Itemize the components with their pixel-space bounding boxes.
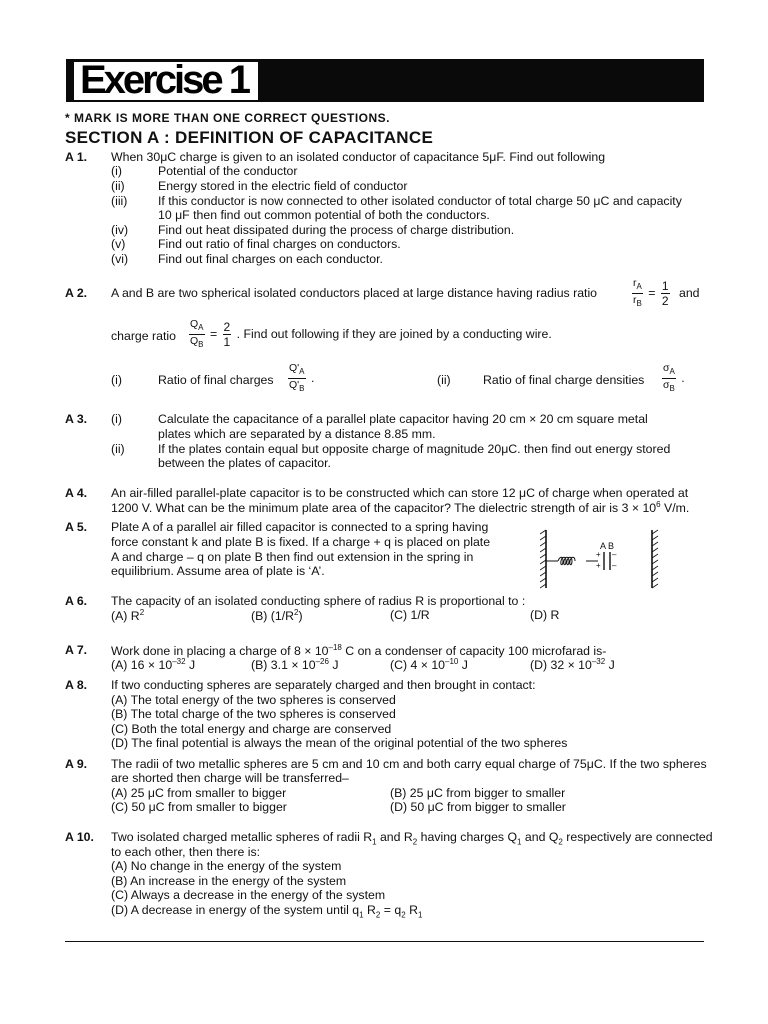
question-text: charge ratio xyxy=(111,329,176,343)
item-number: (ii) xyxy=(111,442,125,456)
item-number: (ii) xyxy=(111,179,125,193)
svg-text:–: – xyxy=(612,561,617,570)
option-b: (B) An increase in the energy of the system xyxy=(111,874,347,888)
option-c: (C) Both the total energy and charge are conserved xyxy=(111,722,392,736)
item-number: (vi) xyxy=(111,252,129,266)
option-a: (A) 25 μC from smaller to bigger xyxy=(111,786,287,800)
fraction: $\frac{\sigma_A}{\sigma_B}$ xyxy=(663,362,675,394)
option-d: (D) The final potential is always the mean of the original potential of the two spheres xyxy=(111,736,568,750)
question-number: A 2. xyxy=(65,286,88,300)
option-c: (C) 50 μC from smaller to bigger xyxy=(111,800,287,814)
item-text: If the plates contain equal but opposite charge of magnitude 20μC. then find out energy stored xyxy=(158,442,671,456)
option-c: (C) $4 \times 10^{-10}$ J xyxy=(390,657,468,673)
question-text: 1200 V. What can be the minimum plate area of the capacitor? The dielectric strength of air is $3 \times 10^6$ V/m. xyxy=(111,500,690,516)
item-text: Ratio of final charges xyxy=(158,373,274,387)
question-number: A 7. xyxy=(65,643,88,657)
svg-text:+: + xyxy=(596,561,601,570)
footer-divider xyxy=(65,941,704,942)
item-text: between the plates of capacitor. xyxy=(158,456,331,470)
question-text: force constant k and plate B is fixed. If a charge + q is placed on plate xyxy=(111,535,491,549)
item-number: (i) xyxy=(111,412,122,426)
fraction: $\frac{Q'_A}{Q'_B}$ xyxy=(289,362,305,394)
final-charge-ratio: $\frac{Q'_A}{Q'_B}$ . xyxy=(289,362,315,394)
note: * MARK IS MORE THAN ONE CORRECT QUESTIONS. xyxy=(65,111,391,125)
question-text: to each other, then there is: xyxy=(111,845,261,859)
section-title: SECTION A : DEFINITION OF CAPACITANCE xyxy=(65,128,434,147)
option-b: (B) $(1/R^2)$ xyxy=(251,608,303,624)
item-number: (v) xyxy=(111,237,126,251)
item-text: Energy stored in the electric field of conductor xyxy=(158,179,408,193)
plate-label-b: B xyxy=(608,541,615,551)
question-text: equilibrium. Assume area of plate is ‘A’. xyxy=(111,564,325,578)
item-text: 10 μF then find out common potential of both the conductors. xyxy=(158,208,490,222)
option-a: (A) No change in the energy of the system xyxy=(111,859,342,873)
question-text: An air-filled parallel-plate capacitor is to be constructed which can store 12 μC of charge when operated at xyxy=(111,486,689,500)
question-text: If two conducting spheres are separately charged and then brought in contact: xyxy=(111,678,536,692)
fraction: $\frac{1}{2}$ xyxy=(661,279,669,309)
fraction: $\frac{r_A}{r_B}$ xyxy=(633,277,642,309)
item-text: Find out ratio of final charges on conductors. xyxy=(158,237,401,251)
option-d: (D) $32 \times 10^{-32}$ J xyxy=(530,657,615,673)
option-a: (A) $R^2$ xyxy=(111,608,145,624)
svg-text:–: – xyxy=(612,550,617,559)
svg-text:+: + xyxy=(596,550,601,559)
question-number: A 6. xyxy=(65,594,88,608)
question-number: A 10. xyxy=(65,830,94,844)
item-text: If this conductor is now connected to other isolated conductor of total charge 50 μC and capacity xyxy=(158,194,682,208)
option-b: (B) 25 μC from bigger to smaller xyxy=(390,786,566,800)
question-text: When 30μC charge is given to an isolated conductor of capacitance 5μF. Find out following xyxy=(111,150,606,164)
plate-label-a: A xyxy=(600,541,607,551)
option-c: (C) 1/R xyxy=(390,608,430,622)
question-text: Plate A of a parallel air filled capacitor is connected to a spring having xyxy=(111,520,489,534)
charge-ratio: $\frac{Q_A}{Q_B}$ = $\frac{2}{1}$ . Find out following if they are joined by a conducting wire. xyxy=(190,318,552,350)
item-number: (iv) xyxy=(111,223,129,237)
option-d: (D) R xyxy=(530,608,560,622)
question-text: Work done in placing a charge of $8 \times 10^{-18}$ C on a condenser of capacity 100 microfarad is- xyxy=(111,643,607,659)
item-text: Calculate the capacitance of a parallel plate capacitor having 20 cm × 20 cm square metal xyxy=(158,412,648,426)
option-b: (B) $3.1 \times 10^{-26}$ J xyxy=(251,657,339,673)
page-title: Exercise 1 xyxy=(80,58,248,102)
question-number: A 5. xyxy=(65,520,88,534)
item-number: (ii) xyxy=(437,373,451,387)
question-text: A and charge – q on plate B then find out extension in the spring in xyxy=(111,550,474,564)
item-number: (i) xyxy=(111,373,122,387)
question-number: A 1. xyxy=(65,150,88,164)
item-text: Ratio of final charge densities xyxy=(483,373,645,387)
question-text: A and B are two spherical isolated conductors placed at large distance having radius ratio xyxy=(111,286,598,300)
question-number: A 3. xyxy=(65,412,88,426)
option-a: (A) The total energy of the two spheres is conserved xyxy=(111,693,396,707)
question-text: are shorted then charge will be transferred– xyxy=(111,771,349,785)
fraction: $\frac{2}{1}$ xyxy=(223,320,231,350)
spring-capacitor-figure xyxy=(540,528,660,590)
option-b: (B) The total charge of the two spheres is conserved xyxy=(111,707,396,721)
question-text: The capacity of an isolated conducting sphere of radius R is proportional to : xyxy=(111,594,526,608)
question-text: Two isolated charged metallic spheres of radii $R_1$ and $R_2$ having charges $Q_1$ and $Q_2$ respectively are connected xyxy=(111,830,713,847)
option-d: (D) 50 μC from bigger to smaller xyxy=(390,800,566,814)
item-text: plates which are separated by a distance 8.85 mm. xyxy=(158,427,436,441)
item-text: Find out heat dissipated during the process of charge distribution. xyxy=(158,223,515,237)
question-number: A 9. xyxy=(65,757,88,771)
radius-ratio: $\frac{r_A}{r_B}$ = $\frac{1}{2}$ and xyxy=(633,277,700,309)
item-number: (iii) xyxy=(111,194,128,208)
question-text: The radii of two metallic spheres are 5 cm and 10 cm and both carry equal charge of 75μC. If the two spheres xyxy=(111,757,707,771)
option-c: (C) Always a decrease in the energy of the system xyxy=(111,888,386,902)
item-text: Find out final charges on each conductor. xyxy=(158,252,383,266)
fraction: $\frac{Q_A}{Q_B}$ xyxy=(190,318,204,350)
item-text: Potential of the conductor xyxy=(158,164,298,178)
charge-density-ratio: $\frac{\sigma_A}{\sigma_B}$ . xyxy=(663,362,685,394)
option-a: (A) $16 \times 10^{-32}$ J xyxy=(111,657,196,673)
question-number: A 4. xyxy=(65,486,88,500)
item-number: (i) xyxy=(111,164,122,178)
option-d: (D) A decrease in energy of the system until $q_1$ $R_2 = q_2$ $R_1$ xyxy=(111,903,423,920)
question-number: A 8. xyxy=(65,678,88,692)
